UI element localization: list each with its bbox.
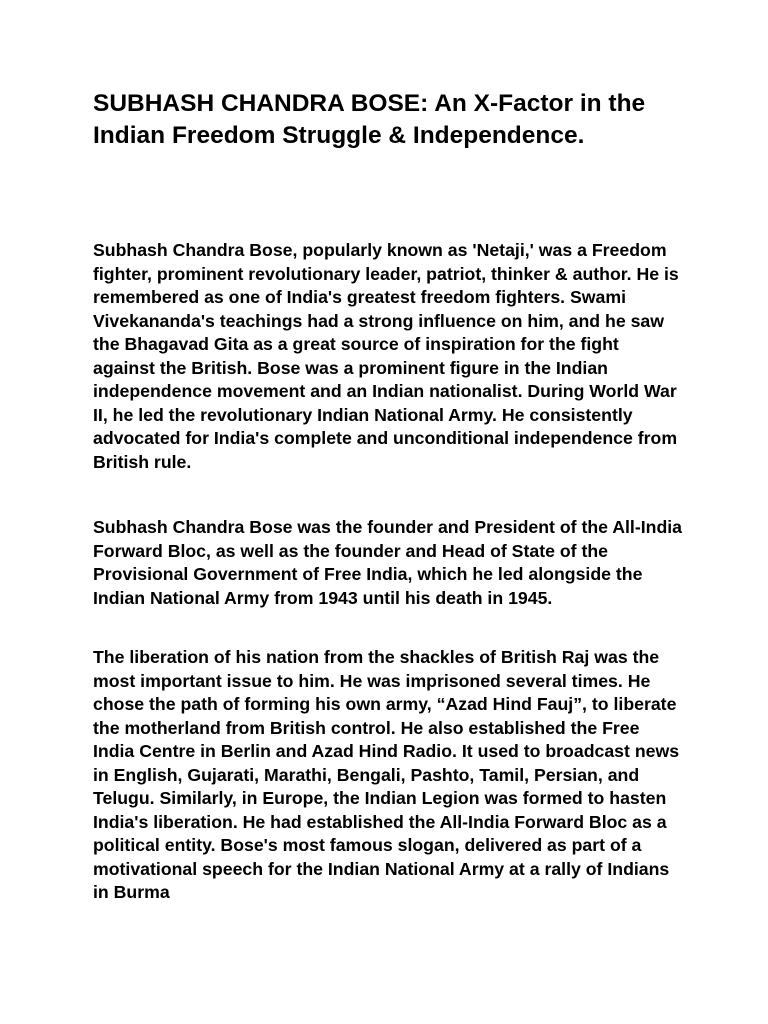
paragraph-3: The liberation of his nation from the shackles of British Raj was the most important issue to him. He was imprisoned several times. He chose the path of forming his own army, “Azad Hind Fauj”, to liberate the motherland from British control. He also established the Free India Centre in Berlin and Azad Hind Radio. It used to broadcast news in English, Gujarati, Marathi, Bengali, Pashto, Tamil, Persian, and Telugu. Similarly, in Europe, the Indian Legion was formed to hasten India's liberation. He had established the All-India Forward Bloc as a political entity. Bose's most famous slogan, delivered as part of a motivational speech for the Indian National Army at a rally of Indians in Burma xyxy=(93,647,680,902)
document-title: SUBHASH CHANDRA BOSE: An X-Factor in the Indian Freedom Struggle & Independence. xyxy=(93,90,646,149)
paragraph-2: Subhash Chandra Bose was the founder and President of the All-India Forward Bloc, as well as the founder and Head of State of the Provisional Government of Free India, which he led alongside the Indian National Army from 1943 until his death in 1945. xyxy=(93,517,682,608)
paragraph-1: Subhash Chandra Bose, popularly known as 'Netaji,' was a Freedom fighter, prominent revolutionary leader, patriot, thinker & author. He is remembered as one of India's greatest freedom fighters. Swami Vivekananda's teachings had a strong influence on him, and he saw the Bhagavad Gita as a great source of inspiration for the fight against the British. Bose was a prominent figure in the Indian independence movement and an Indian nationalist. During World War II, he led the revolutionary Indian National Army. He consistently advocated for India's complete and unconditional independence from British rule. xyxy=(93,240,679,472)
